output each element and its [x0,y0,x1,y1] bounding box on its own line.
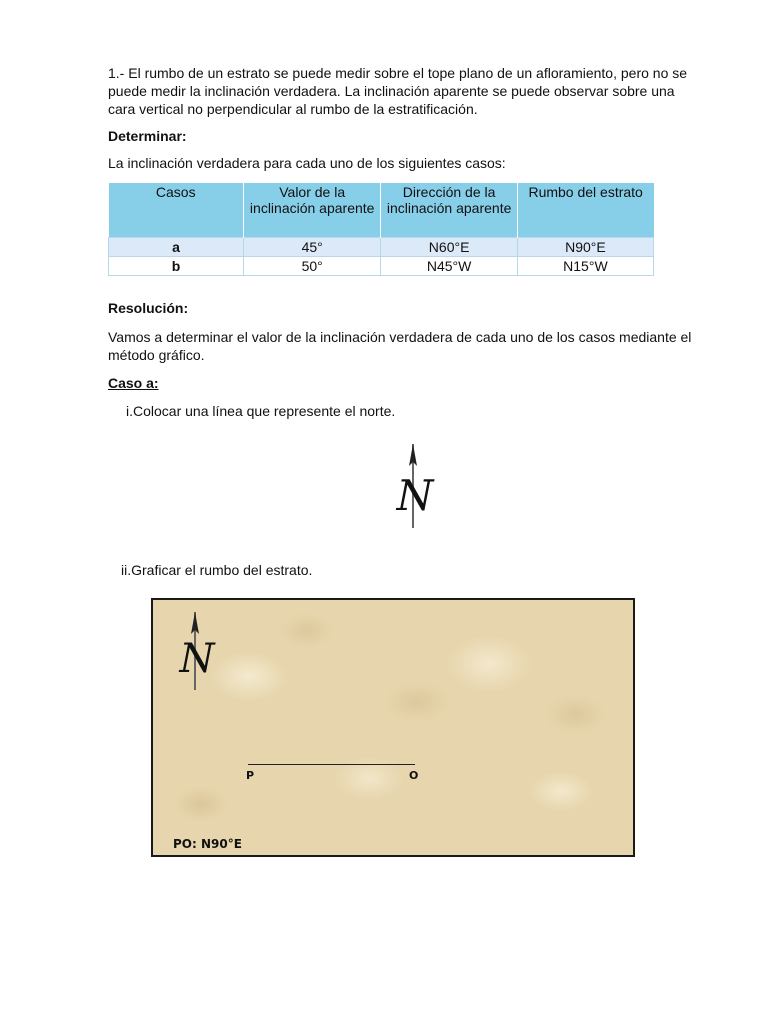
table-cell-case: b [109,257,244,276]
table-header-rumbo: Rumbo del estrato [517,183,653,238]
table-row [109,257,654,276]
cases-table [108,183,654,276]
table-cell-rumbo: N90°E [517,238,653,257]
resolucion-text: Vamos a determinar el valor de la inclinación verdadera de cada uno de los casos mediante el método gráfico. [108,329,692,363]
north-arrow-icon [175,610,221,692]
point-p-label: P [246,769,255,782]
strike-line-po [248,764,415,765]
caso-a-heading: Caso a: [108,375,159,391]
intro-paragraph: 1.- El rumbo de un estrato se puede medir sobre el tope plano de un afloramiento, pero no se puede medir la inclinación verdadera. La inclinación aparente se puede observar sobre una cara vertical no perpendicular al rumbo de la estratificación. [108,65,688,117]
table-row [109,238,654,257]
step-ii-text: ii.Graficar el rumbo del estrato. [121,562,313,578]
table-cell-valor: 50° [243,257,380,276]
resolucion-heading: Resolución: [108,300,189,316]
table-cell-valor: 45° [243,238,380,257]
strike-caption: PO: N90°E [173,837,242,851]
strike-graph-panel [151,598,635,857]
table-cell-rumbo: N15°W [517,257,653,276]
table-cell-case: a [109,238,244,257]
table-cell-direccion: N45°W [381,257,517,276]
determinar-text: La inclinación verdadera para cada uno de los siguientes casos: [108,155,506,171]
table-header-valor: Valor de la inclinación aparente [243,183,380,238]
table-header-direccion: Dirección de la inclinación aparente [381,183,517,238]
north-letter: N [396,471,434,520]
determinar-heading: Determinar: [108,128,187,144]
point-o-label: O [409,769,419,782]
step-i-text: i.Colocar una línea que represente el norte. [126,403,396,419]
north-letter: N [179,636,215,682]
north-arrow-icon [392,440,438,530]
table-header-casos: Casos [109,183,244,238]
table-cell-direccion: N60°E [381,238,517,257]
table-header-row [109,183,654,238]
